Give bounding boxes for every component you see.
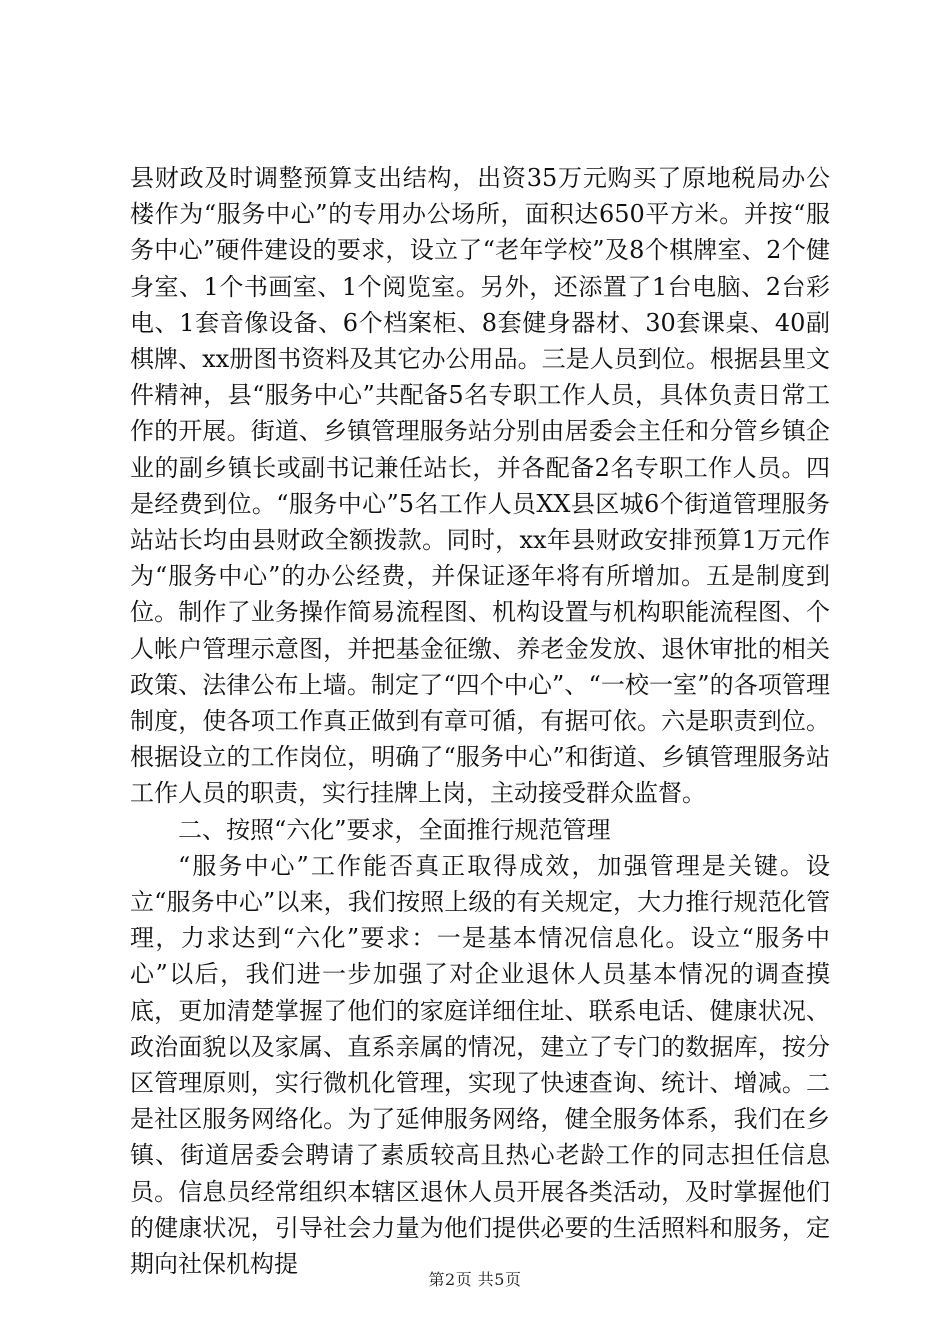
page-footer: 第2页 共5页 [428, 1270, 522, 1289]
body-paragraph-2: “服务中心”工作能否真正取得成效，加强管理是关键。设立“服务中心”以来，我们按照上级的有关规定，大力推行规范化管理，力求达到“六化”要求：一是基本情况信息化。设立“服务中心”以后，我们进一步加强了对企业退休人员基本情况的调查摸底，更加清楚掌握了他们的家庭详细住址、联系电话、健康状况、政治面貌以及家属、直系亲属的情况，建立了专门的数据库，按分区管理原则，实行微机化管理，实现了快速查询、统计、增减。二是社区服务网络化。为了延伸服务网络，健全服务体系，我们在乡镇、街道居委会聘请了素质较高且热心老龄工作的同志担任信息员。信息员经常组织本辖区退休人员开展各类活动，及时掌握他们的健康状况，引导社会力量为他们提供必要的生活照料和服务，定期向社保机构提 [130, 851, 830, 1279]
document-body [130, 160, 830, 1282]
body-paragraph-1: 县财政及时调整预算支出结构，出资35万元购买了原地税局办公楼作为“服务中心”的专用办公场所，面积达650平方米。并按“服务中心”硬件建设的要求，设立了“老年学校”及8个棋牌室、2个健身室、1个书画室、1个阅览室。另外，还添置了1台电脑、2台彩电、1套音像设备、6个档案柜、8套健身器材、30套课桌、40副棋牌、xx册图书资料及其它办公用品。三是人员到位。根据县里文件精神，县“服务中心”共配备5名专职工作人员，具体负责日常工作的开展。街道、乡镇管理服务站分别由居委会主任和分管乡镇企业的副乡镇长或副书记兼任站长，并各配备2名专职工作人员。四是经费到位。“服务中心”5名工作人员XX县区城6个街道管理服务站站长均由县财政全额拨款。同时，xx年县财政安排预算1万元作为“服务中心”的办公经费，并保证逐年将有所增加。五是制度到位。制作了业务操作简易流程图、机构设置与机构职能流程图、个人帐户管理示意图，并把基金征缴、养老金发放、退休审批的相关政策、法律公布上墙。制定了“四个中心”、“一校一室”的各项管理制度，使各项工作真正做到有章可循，有据可依。六是职责到位。根据设立的工作岗位，明确了“服务中心”和街道、乡镇管理服务站工作人员的职责，实行挂牌上岗，主动接受群众监督。 [130, 164, 830, 808]
section-heading: 二、按照“六化”要求，全面推行规范管理 [178, 815, 611, 844]
